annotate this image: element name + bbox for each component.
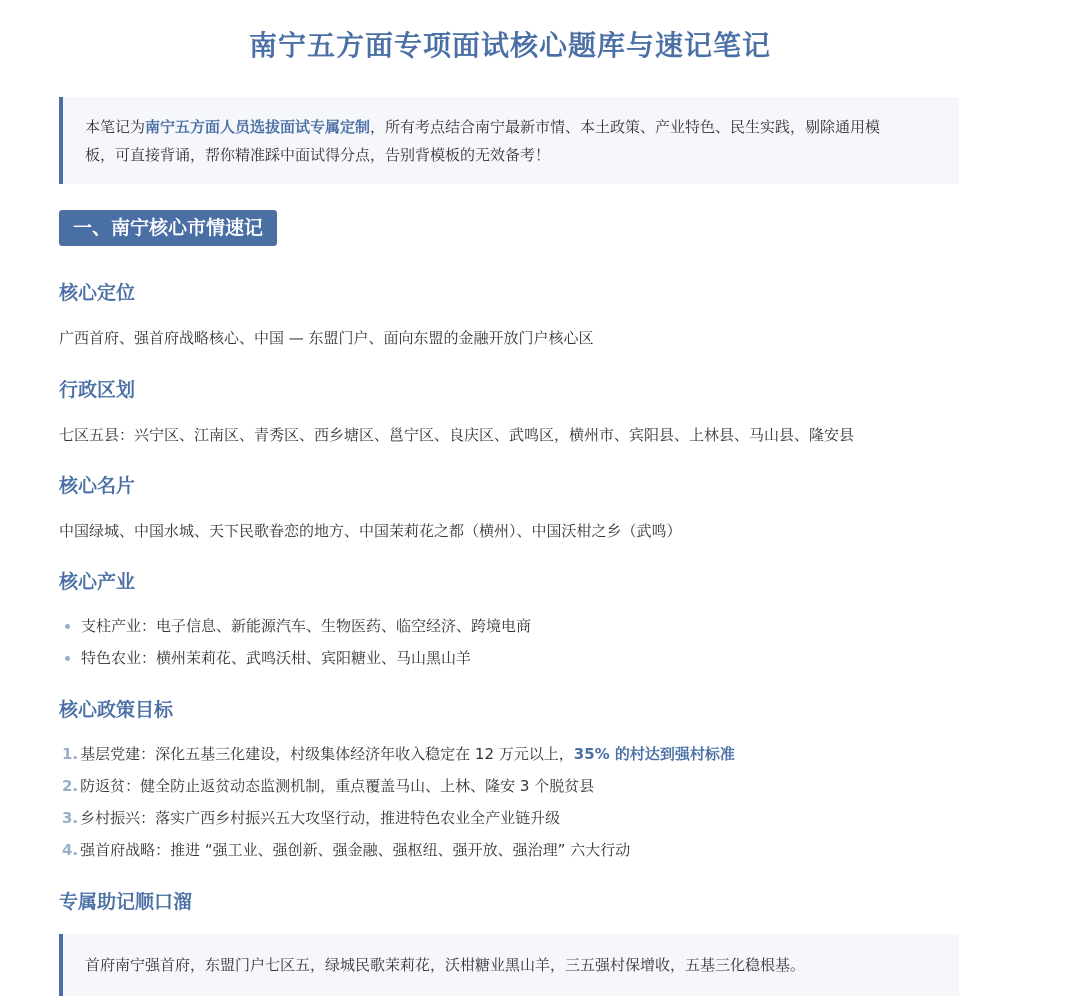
page-title: 南宁五方面专项面试核心题库与速记笔记 (248, 29, 771, 62)
mnemonic-text: 首府南宁强首府，东盟门户七区五，绿城民歌茉莉花，沃柑糖业黑山羊，三五强村保增收，五基三化稳根基。 (85, 956, 806, 974)
section-heading-market: 一、南宁核心市情速记 (59, 210, 277, 246)
heading-positioning: 核心定位 (59, 282, 136, 304)
intro-line-2: 板，可直接背诵，帮你精准踩中面试得分点，告别背模板的无效备考！ (85, 146, 551, 164)
mnemonic-callout (59, 934, 959, 996)
industry-list (59, 610, 531, 674)
policy-item-text: 防返贫：健全防止返贫动态监测机制，重点覆盖马山、上林、隆安 3 个脱贫县 (80, 777, 595, 795)
list-number: 3. (62, 809, 79, 827)
heading-industry: 核心产业 (59, 571, 136, 593)
text-positioning: 广西首府、强首府战略核心、中国 — 东盟门户、面向东盟的金融开放门户核心区 (59, 329, 594, 347)
list-item (59, 610, 531, 642)
policy-list (59, 738, 735, 866)
heading-districts: 行政区划 (59, 379, 136, 401)
bullet-icon (65, 624, 70, 629)
policy-item-text: 基层党建：深化五基三化建设，村级集体经济年收入稳定在 12 万元以上， (80, 745, 574, 763)
list-item (59, 738, 735, 770)
policy-item-highlight: 35% 的村达到强村标准 (573, 745, 735, 763)
list-item (59, 802, 735, 834)
policy-item-text: 强首府战略：推进 “强工业、强创新、强金融、强枢纽、强开放、强治理” 六大行动 (80, 841, 631, 859)
intro-line-1 (85, 113, 939, 141)
heading-policy: 核心政策目标 (59, 699, 174, 721)
intro-prefix: 本笔记为 (85, 118, 146, 136)
intro-highlight: 南宁五方面人员选拔面试专属定制 (145, 118, 371, 136)
industry-item-agriculture: 特色农业：横州茉莉花、武鸣沃柑、宾阳糖业、马山黑山羊 (81, 649, 472, 667)
intro-callout (59, 97, 959, 184)
industry-item-pillar: 支柱产业：电子信息、新能源汽车、生物医药、临空经济、跨境电商 (81, 617, 532, 635)
list-number: 2. (62, 777, 79, 795)
list-item (59, 770, 735, 802)
text-cards: 中国绿城、中国水城、天下民歌眷恋的地方、中国茉莉花之都（横州）、中国沃柑之乡（武鸣） (59, 522, 682, 540)
bullet-icon (65, 656, 70, 661)
heading-mnemonic: 专属助记顺口溜 (59, 891, 193, 913)
list-item (59, 642, 531, 674)
list-number: 4. (62, 841, 79, 859)
list-number: 1. (62, 745, 79, 763)
policy-item-text: 乡村振兴：落实广西乡村振兴五大攻坚行动，推进特色农业全产业链升级 (80, 809, 561, 827)
text-districts: 七区五县：兴宁区、江南区、青秀区、西乡塘区、邕宁区、良庆区、武鸣区，横州市、宾阳县、上林县、马山县、隆安县 (59, 426, 855, 444)
heading-cards: 核心名片 (59, 475, 136, 497)
intro-line1-rest: ，所有考点结合南宁最新市情、本土政策、产业特色、民生实践，剔除通用模 (370, 118, 881, 136)
list-item (59, 834, 735, 866)
